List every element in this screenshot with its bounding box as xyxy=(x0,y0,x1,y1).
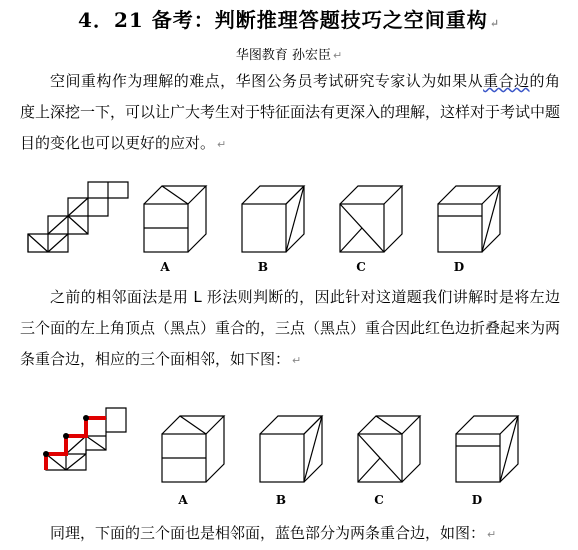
paragraph-mark: ↵ xyxy=(217,138,227,151)
option-label-b: B xyxy=(257,260,269,274)
cube-option-a xyxy=(144,186,206,252)
cube-option-b xyxy=(242,186,304,252)
option-label-c: C xyxy=(374,493,384,507)
paragraph-1: 空间重构作为理解的难点，华图公务员考试研究专家认为如果从重合边的角度上深挖一下，可以让广大考生对于特征面法有更深入的理解，这样对于考试中题目的变化也可以更好的应对。 ↵ xyxy=(20,72,561,152)
underlined-term: 重合边 xyxy=(483,72,530,90)
option-label-b: B xyxy=(275,493,287,507)
cube-option-a xyxy=(162,416,224,482)
cube-net-1 xyxy=(28,182,128,252)
option-label-a: A xyxy=(178,493,188,507)
option-label-d: D xyxy=(471,493,483,507)
option-label-c: C xyxy=(356,260,366,274)
cube-option-c xyxy=(340,186,402,252)
figure-2 xyxy=(22,404,542,514)
cube-net-2 xyxy=(43,408,126,470)
paragraph-mark: ↵ xyxy=(487,528,497,541)
cube-option-b xyxy=(260,416,322,482)
paragraph-mark: ↵ xyxy=(332,49,343,62)
page-title: 4．21 备考：判断推理答题技巧之空间重构 ↵ xyxy=(78,8,500,32)
figure-1 xyxy=(22,176,542,276)
cube-option-c xyxy=(358,416,420,482)
cube-option-d xyxy=(438,186,500,252)
option-label-d: D xyxy=(453,260,465,274)
paragraph-mark: ↵ xyxy=(489,17,500,30)
option-label-a: A xyxy=(160,260,170,274)
paragraph-3: 同理，下面的三个面也是相邻面，蓝色部分为两条重合边，如图： ↵ xyxy=(50,524,497,542)
paragraph-2: 之前的相邻面法是用 L 形法则判断的，因此针对这道题我们讲解时是将左边三个面的左上角顶点（黑点）重合的，三点（黑点）重合因此红色边折叠起来为两条重合边，相应的三个面相邻，如下图： ↵ xyxy=(20,288,561,368)
paragraph-mark: ↵ xyxy=(292,354,302,367)
cube-option-d xyxy=(456,416,518,482)
author-line: 华图教育 孙宏臣 ↵ xyxy=(235,48,343,63)
